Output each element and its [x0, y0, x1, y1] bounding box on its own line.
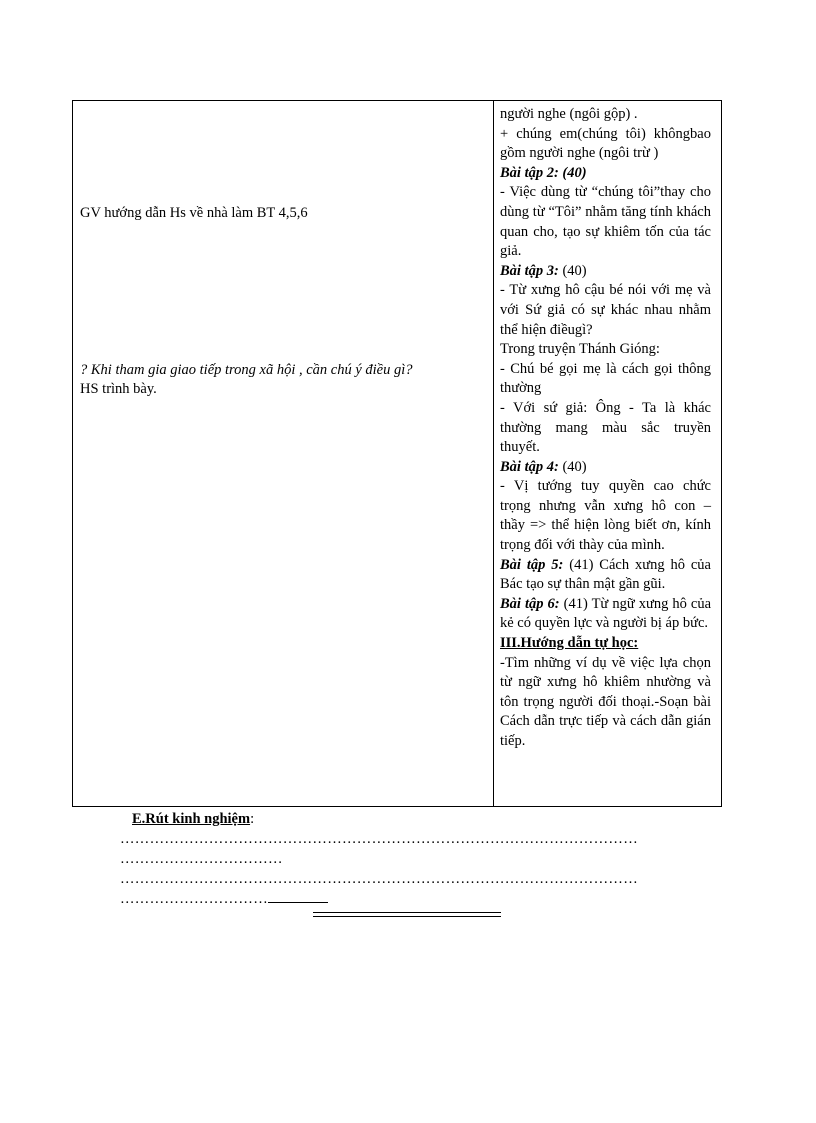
exercise-6-answer: (41) Từ ngữ xưng hô của kẻ có quyền lực và người bị áp bức.: [500, 595, 712, 632]
dotted-line-4-wrap: [120, 889, 680, 909]
exercise-2-answer: - Việc dùng từ “chúng tôi”thay cho dùng từ “Tôi” nhằm tăng tính khách quan cho, tạo sự khiêm tốn của tác giả.: [500, 184, 711, 260]
homework-instruction: GV hướng dẫn Hs về nhà làm BT 4,5,6: [80, 205, 308, 221]
exercise-3-story: Trong truyện Thánh Gióng:: [500, 341, 660, 358]
double-rule-separator: [313, 912, 501, 917]
exercise-5-answer: (41) Cách xưng hô của Bác tạo sự thân mật gần gũi.: [500, 556, 711, 593]
experience-heading: [132, 809, 680, 829]
exercise-4-page: (40): [558, 458, 587, 475]
dotted-line-3: ……………………………………………………………………………………………: [120, 871, 638, 887]
exercise-3-point-1: - Chú bé gọi mẹ là cách gọi thông thường: [500, 360, 711, 397]
exercise-3-header: [500, 262, 711, 282]
paragraph-exclusive: + chúng em(chúng tôi) khôngbao gồm người nghe (ngôi trừ ): [500, 125, 711, 162]
paragraph-inclusive: người nghe (ngôi gộp) .: [500, 106, 638, 122]
exercise-5: [500, 556, 711, 595]
column-divider: [493, 101, 494, 806]
self-study-title: III.Hướng dẫn tự học:: [500, 635, 639, 652]
dotted-line-2: ……………………………: [120, 851, 283, 867]
heading-colon: :: [250, 811, 255, 827]
exercise-3-question: - Từ xưng hô cậu bé nói với mẹ và với Sứ giả có sự khác nhau nhằm thể hiện điềugì?: [500, 282, 711, 338]
exercise-5-title: Bài tập 5:: [500, 556, 564, 573]
exercise-3-page: (40): [558, 262, 587, 279]
dotted-line-4: …………………………: [120, 891, 268, 907]
exercise-6: [500, 595, 711, 634]
question-text: ? Khi tham gia giao tiếp trong xã hội , cần chú ý điều gì?: [80, 362, 413, 378]
exercise-2-title: Bài tập 2: (40): [500, 164, 587, 181]
exercise-6-title: Bài tập 6:: [500, 595, 560, 612]
end-underline: [268, 892, 328, 903]
exercise-4-header: [500, 458, 711, 478]
exercise-3-title: Bài tập 3:: [500, 262, 559, 279]
experience-heading-text: E.Rút kinh nghiệm: [132, 811, 251, 827]
lesson-table: [72, 100, 722, 807]
exercise-3-point-2: - Với sứ giả: Ông - Ta là khác thường mang màu sắc truyền thuyết.: [500, 399, 711, 456]
exercise-4-title: Bài tập 4:: [500, 458, 559, 475]
self-study-text: -Tìm những ví dụ về việc lựa chọn từ ngữ xưng hô khiêm nhường và tôn trọng người đối thoại.-Soạn bài Cách dẫn trực tiếp và cách dẫn gián tiếp.: [500, 654, 711, 749]
student-response: HS trình bày.: [80, 381, 157, 397]
exercise-4-answer: - Vị tướng tuy quyền cao chức trọng nhưng vẫn xưng hô con – thầy => thể hiện lòng biết ơn, kính trọng đối với thày của mình.: [500, 478, 711, 554]
dotted-line-1: ……………………………………………………………………………………………: [120, 831, 638, 847]
content-column: [500, 105, 711, 752]
experience-section: [120, 809, 680, 909]
